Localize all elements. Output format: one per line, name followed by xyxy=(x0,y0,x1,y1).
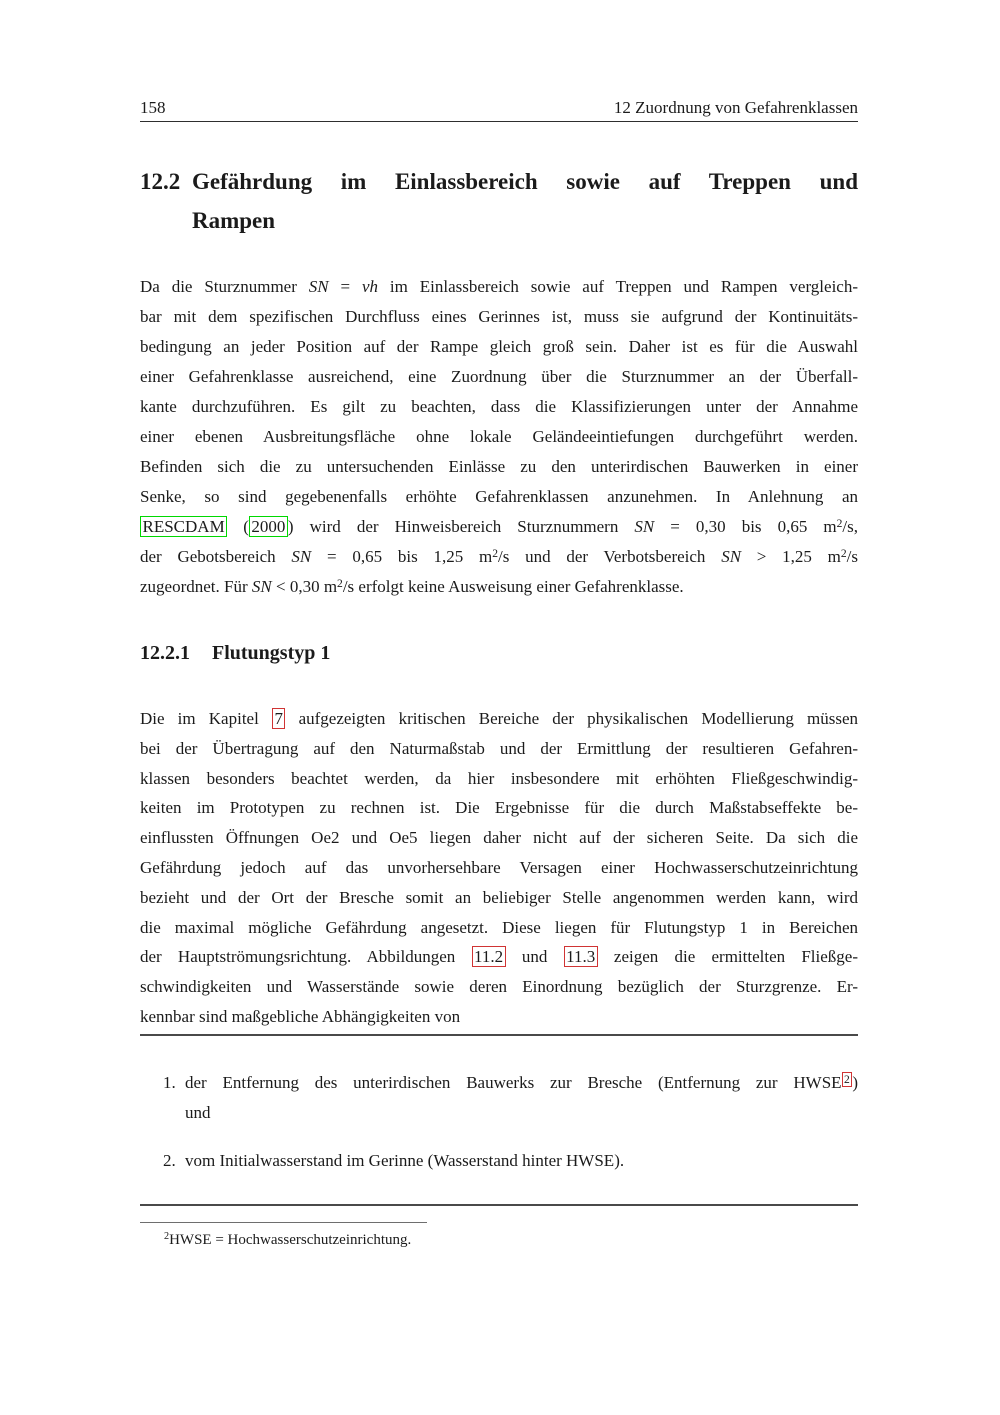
footnote xyxy=(140,1230,858,1250)
internal-ref-link[interactable]: 11.2 xyxy=(472,946,506,967)
text-run: SN xyxy=(251,577,272,596)
text-run: aufgezeigten kritischen Bereiche der physikalischen Modellierung müssen xyxy=(285,709,858,728)
text-run: Da die Sturznummer xyxy=(140,277,309,296)
text-line xyxy=(140,512,858,542)
text-line xyxy=(140,764,858,794)
text-run: bezieht und der Ort der Bresche somit an beliebiger Stelle angenommen werden kann, wird xyxy=(140,887,858,907)
text-run: 2 xyxy=(164,1231,170,1243)
text-run: SN xyxy=(308,277,329,296)
text-line xyxy=(140,572,858,602)
separator-rule-top xyxy=(140,1034,858,1036)
subsection-heading xyxy=(140,641,858,665)
text-run: /s xyxy=(846,547,859,566)
citation-link[interactable]: 2000 xyxy=(249,516,288,537)
text-run: schwindigkeiten und Wasserstände sowie deren Einordnung bezüglich der Sturzgrenze. Er- xyxy=(140,977,858,997)
text-line xyxy=(185,1146,858,1176)
text-line xyxy=(140,272,858,302)
text-line xyxy=(140,883,858,913)
text-run: 2 xyxy=(492,546,498,560)
list-item-number: 2. xyxy=(163,1151,176,1170)
running-header: 12 Zuordnung von Gefahrenklassen xyxy=(613,98,858,117)
text-line xyxy=(140,704,858,734)
text-run: vh xyxy=(361,277,379,296)
text-run: klassen besonders beachtet werden, da hier insbesondere mit erhöhten Fließgeschwindig- xyxy=(140,768,858,788)
text-run: und xyxy=(505,947,564,967)
text-run: = xyxy=(328,277,362,296)
text-run: kennbar sind maßgebliche Abhängigkeiten von xyxy=(140,1006,461,1026)
separator-rule-bottom xyxy=(140,1204,858,1206)
text-run: im Einlassbereich sowie auf Treppen und Rampen vergleich- xyxy=(378,277,858,296)
section-title xyxy=(192,162,858,240)
text-run: bar mit dem spezifischen Durchfluss eines Gerinnes ist, muss sie aufgrund der Kontinuitäts- xyxy=(140,307,858,326)
text-line xyxy=(140,913,858,943)
text-line xyxy=(140,362,858,392)
text-run: zeigen die ermittelten Fließge- xyxy=(597,947,859,967)
text-line xyxy=(140,302,858,332)
text-run: /s, xyxy=(842,517,858,536)
text-run: der Entfernung des unterirdischen Bauwerks zur Bresche (Entfernung zur HWSE xyxy=(185,1073,842,1092)
text-run: < 0,30 m xyxy=(271,577,338,596)
text-run: ( xyxy=(227,517,249,536)
paragraph xyxy=(140,704,858,1032)
text-run: die maximal mögliche Gefährdung angesetzt. Diese liegen für Flutungstyp 1 in Bereichen xyxy=(140,917,858,937)
text-line xyxy=(140,853,858,883)
text-line xyxy=(140,734,858,764)
numbered-list xyxy=(140,1068,858,1176)
text-run: SN xyxy=(291,547,312,566)
text-line xyxy=(140,332,858,362)
section-title-line: Gefährdung im Einlassbereich sowie auf Treppen und xyxy=(192,169,858,194)
text-run: > 1,25 m xyxy=(741,547,841,566)
text-run: = 0,30 bis 0,65 m xyxy=(654,517,837,536)
paragraph xyxy=(140,272,858,602)
text-line xyxy=(140,542,858,572)
text-run: 2 xyxy=(840,546,847,560)
text-line xyxy=(140,1002,858,1032)
page-number: 158 xyxy=(140,98,166,117)
text-line xyxy=(140,452,858,482)
text-run: Senke, so sind gegebenenfalls erhöhte Gefahrenklassen anzunehmen. In Anlehnung an xyxy=(140,487,858,506)
text-run: einer Gefahrenklasse ausreichend, eine Zuordnung über die Sturznummer an der Überfall- xyxy=(140,367,858,386)
list-item-text xyxy=(185,1068,858,1128)
text-run: HWSE = Hochwasserschutzeinrichtung. xyxy=(169,1232,412,1248)
text-run: bei der Übertragung auf den Naturmaßstab und der Ermittlung der resultieren Gefahren- xyxy=(140,738,858,758)
internal-ref-link[interactable]: 7 xyxy=(272,708,286,729)
list-item-number: 1. xyxy=(163,1073,176,1092)
text-run: = 0,65 bis 1,25 m xyxy=(311,547,493,566)
text-run: SN xyxy=(721,547,742,566)
text-line xyxy=(140,422,858,452)
citation-link[interactable]: RESCDAM xyxy=(140,516,227,537)
text-run: SN xyxy=(634,517,655,536)
text-run: und xyxy=(185,1103,211,1122)
text-run: ) xyxy=(852,1073,858,1092)
text-run: vom Initialwasserstand im Gerinne (Wasserstand hinter HWSE). xyxy=(185,1151,625,1170)
section-number: 12.2 xyxy=(140,169,181,194)
text-run: der Gebotsbereich xyxy=(140,547,292,566)
subsection-number: 12.2.1 xyxy=(140,642,190,664)
text-run: kante durchzuführen. Es gilt zu beachten, dass die Klassifizierungen unter der Annahme xyxy=(140,397,858,416)
text-run: 2 xyxy=(836,516,843,530)
text-line xyxy=(185,1068,858,1098)
text-line xyxy=(140,1230,858,1250)
text-run: einflussten Öffnungen Oe2 und Oe5 liegen daher nicht auf der sicheren Seite. Da sich die xyxy=(140,828,858,848)
text-run: /s und der Verbotsbereich xyxy=(497,547,722,566)
text-line xyxy=(140,823,858,853)
text-run: Befinden sich die zu untersuchenden Einlässe zu den unterirdischen Bauwerken in einer xyxy=(140,457,858,476)
page-header xyxy=(140,98,858,118)
text-run: ) wird der Hinweisbereich Sturznummern xyxy=(287,517,635,536)
text-run: der Hauptströmungsrichtung. Abbildungen xyxy=(140,947,472,967)
footnote-ref-link[interactable]: 2 xyxy=(842,1072,853,1087)
list-item xyxy=(140,1068,858,1128)
text-line xyxy=(140,793,858,823)
text-run: einer ebenen Ausbreitungsfläche ohne lokale Geländeeintiefungen durchgeführt werden. xyxy=(140,427,858,446)
text-run: /s erfolgt keine Ausweisung einer Gefahrenklasse. xyxy=(342,577,684,596)
text-line xyxy=(140,482,858,512)
text-line xyxy=(140,972,858,1002)
text-line xyxy=(140,942,858,972)
text-run: keiten im Prototypen zu rechnen ist. Die Ergebnisse für die durch Maßstabseffekte be- xyxy=(140,798,858,818)
text-run: Gefährdung jedoch auf das unvorhersehbare Versagen einer Hochwasserschutzeinrichtung xyxy=(140,857,858,877)
text-run: 2 xyxy=(337,576,343,590)
list-item-text xyxy=(185,1146,858,1176)
text-run: bedingung an jeder Position auf der Rampe gleich groß sein. Daher ist es für die Auswahl xyxy=(140,337,858,356)
header-rule xyxy=(140,121,858,122)
text-line xyxy=(140,392,858,422)
list-item xyxy=(140,1146,858,1176)
section-heading xyxy=(140,162,858,240)
footnote-rule xyxy=(140,1222,427,1223)
internal-ref-link[interactable]: 11.3 xyxy=(564,946,598,967)
subsection-title: Flutungstyp 1 xyxy=(212,642,331,664)
text-run: Die im Kapitel xyxy=(140,709,272,728)
section-title-line: Rampen xyxy=(192,208,276,233)
text-line xyxy=(185,1098,858,1128)
text-run: zugeordnet. Für xyxy=(140,577,252,596)
